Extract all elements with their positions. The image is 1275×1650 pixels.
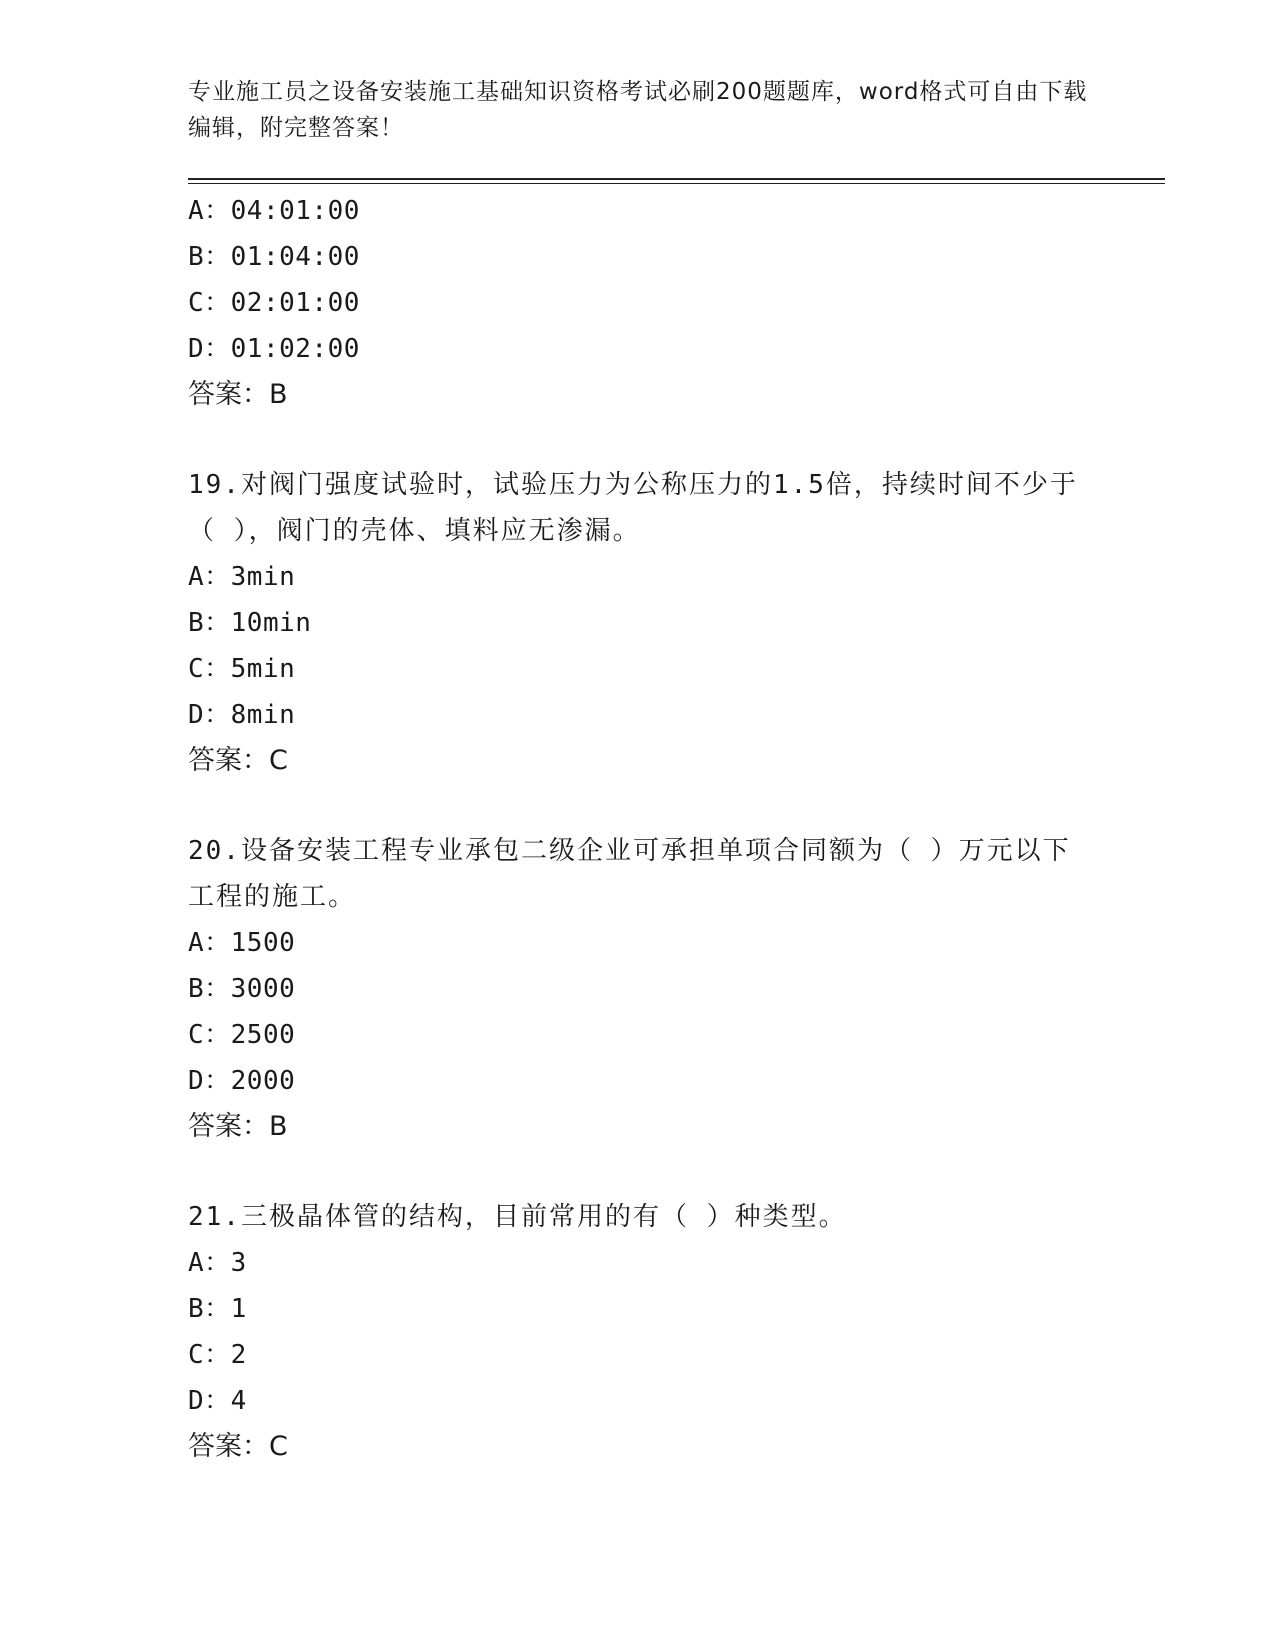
question-stem: 19.对阀门强度试验时，试验压力为公称压力的1.5倍，持续时间不少于（ ），阀门的壳体、填料应无渗漏。 — [188, 470, 1078, 546]
question-21 — [188, 1194, 1088, 1470]
option-b: B：3000 — [188, 974, 296, 1004]
answer-line: 答案：B — [188, 379, 288, 410]
question-20 — [188, 828, 1088, 1150]
option-c: C：2 — [188, 1340, 247, 1370]
option-c: C：2500 — [188, 1020, 296, 1050]
option-d: D：8min — [188, 700, 296, 730]
question-stem: 21.三极晶体管的结构，目前常用的有（ ）种类型。 — [188, 1202, 847, 1232]
option-b: B：10min — [188, 608, 312, 638]
answer-line: 答案：C — [188, 1431, 288, 1462]
option-a: A：1500 — [188, 928, 296, 958]
answer-line: 答案：C — [188, 745, 288, 776]
option-b: B：01:04:00 — [188, 242, 360, 272]
option-a: A：3min — [188, 562, 296, 592]
option-b: B：1 — [188, 1294, 247, 1324]
question-stem: 20.设备安装工程专业承包二级企业可承担单项合同额为（ ）万元以下工程的施工。 — [188, 836, 1071, 912]
question-18 — [188, 188, 1088, 418]
answer-line: 答案：B — [188, 1111, 288, 1142]
option-d: D：2000 — [188, 1066, 296, 1096]
option-a: A：04:01:00 — [188, 196, 360, 226]
option-d: D：01:02:00 — [188, 334, 360, 364]
option-c: C：02:01:00 — [188, 288, 360, 318]
option-a: A：3 — [188, 1248, 247, 1278]
option-d: D：4 — [188, 1386, 247, 1416]
header-divider — [188, 178, 1165, 184]
option-c: C：5min — [188, 654, 296, 684]
document-header-title: 专业施工员之设备安装施工基础知识资格考试必刷200题题库，word格式可自由下载编辑，附完整答案！ — [188, 79, 1088, 141]
question-19 — [188, 462, 1088, 784]
question-list — [188, 188, 1088, 1514]
